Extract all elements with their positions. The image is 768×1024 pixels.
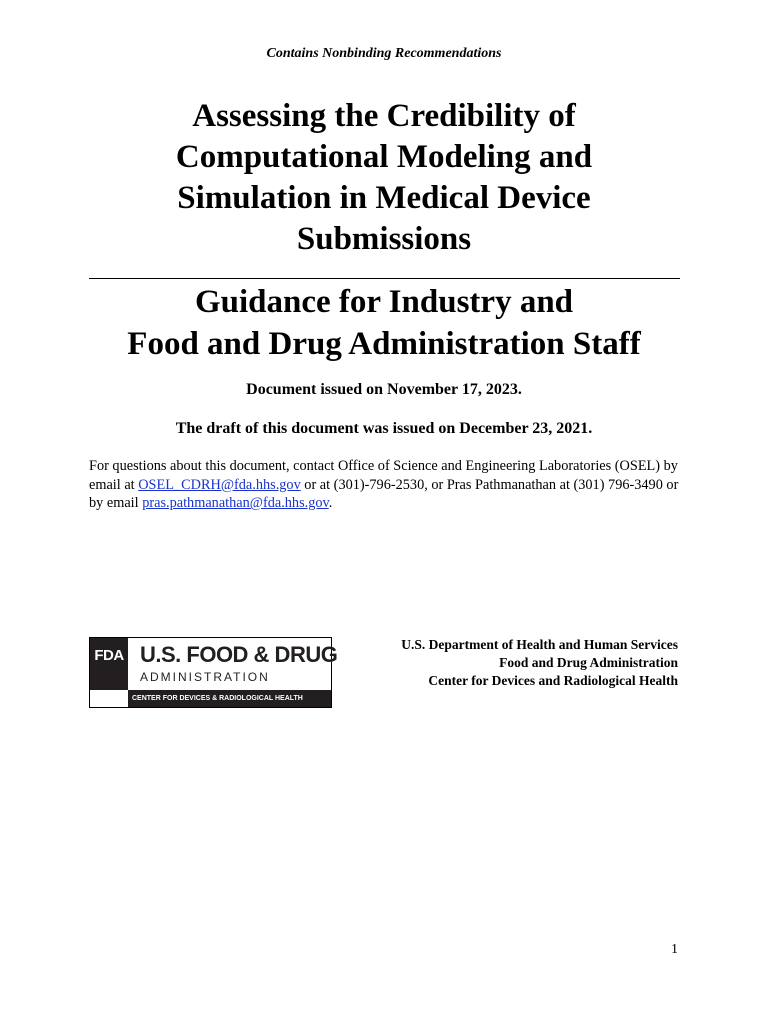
contact-text: For questions about this document, contact Office of Science and Engineering Laboratories (OSEL) by email at: [89, 458, 678, 493]
title-divider: [89, 278, 680, 279]
page-number: 1: [671, 942, 678, 957]
contact-paragraph: [89, 457, 685, 513]
fda-logo-name: U.S. FOOD & DRUG: [140, 642, 338, 667]
header-note: Contains Nonbinding Recommendations: [266, 46, 502, 61]
document-subtitle-line: Food and Drug Administration Staff: [127, 326, 641, 362]
issued-date: Document issued on November 17, 2023.: [246, 381, 522, 398]
agency-line: Food and Drug Administration: [499, 655, 678, 670]
draft-date: The draft of this document was issued on December 23, 2021.: [175, 420, 593, 437]
fda-logo-center-band: CENTER FOR DEVICES & RADIOLOGICAL HEALTH: [128, 690, 331, 707]
contact-text: or at (301)-796-2530, or Pras Pathmanathan at (301) 796-3490 or by email: [89, 476, 679, 511]
contact-text: .: [328, 495, 333, 511]
fda-logo-mark: FDA: [90, 638, 128, 690]
document-title-line: Simulation in Medical Device: [177, 180, 591, 216]
agency-line: Center for Devices and Radiological Health: [428, 673, 678, 688]
document-title-line: Computational Modeling and: [175, 139, 593, 175]
pras-email-link[interactable]: pras.pathmanathan@fda.hhs.gov: [142, 495, 329, 511]
agency-block: [340, 636, 678, 690]
document-title-line: Submissions: [296, 221, 472, 257]
document-subtitle: [64, 281, 704, 365]
document-title-line: Assessing the Credibility of: [192, 98, 576, 134]
fda-logo: [89, 637, 338, 708]
document-title: [84, 96, 684, 260]
osel-email-link[interactable]: OSEL_CDRH@fda.hhs.gov: [138, 476, 301, 493]
fda-logo-administration: ADMINISTRATION: [140, 670, 270, 684]
document-subtitle-line: Guidance for Industry and: [194, 284, 574, 320]
agency-line: U.S. Department of Health and Human Services: [401, 637, 678, 652]
